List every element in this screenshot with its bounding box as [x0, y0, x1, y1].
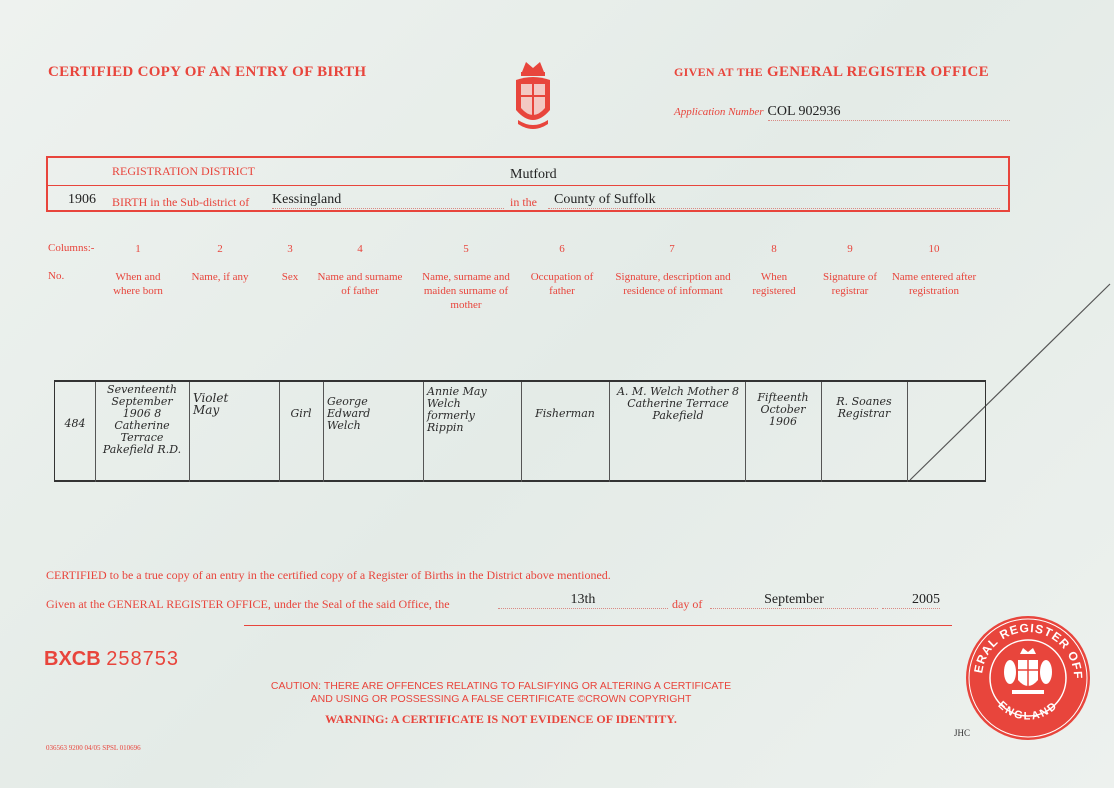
- application-number-label: Application Number: [674, 106, 764, 118]
- entry-number: 484: [64, 417, 86, 430]
- column-9-number: 9: [847, 243, 853, 255]
- seal-top-text: ERAL REGISTER OFF: [971, 620, 1086, 680]
- column-7-header: Signature, description and residence of informant: [615, 271, 731, 297]
- jhc-initials: JHC: [954, 728, 971, 738]
- column-1-header: When and where born: [113, 271, 163, 297]
- crown-crest-icon: [508, 58, 558, 140]
- entry-occupation: Fisherman: [535, 407, 595, 420]
- column-8-number: 8: [771, 243, 777, 255]
- entry-sex: Girl: [290, 407, 312, 420]
- column-10-number: 10: [928, 243, 940, 255]
- entry-name: Violet May: [193, 391, 229, 417]
- entry-mother: Annie May Welch formerly Rippin: [427, 385, 487, 434]
- certified-day: 13th: [498, 592, 668, 609]
- entry-when-registered: Fifteenth October 1906: [757, 391, 809, 428]
- certified-month: September: [710, 592, 878, 609]
- subdistrict-value: Kessingland: [272, 192, 504, 209]
- day-of-label: day of: [672, 597, 703, 611]
- serial-number: BXCB 258753: [44, 648, 179, 670]
- footer-code: 036563 9200 04/05 SPSL 010696: [46, 744, 141, 752]
- district-value: Mutford: [510, 167, 557, 182]
- column-5-header: Name, surname and maiden surname of mother: [422, 271, 510, 311]
- given-statement: Given at the GENERAL REGISTER OFFICE, under the Seal of the said Office, the: [46, 597, 450, 611]
- column-5-number: 5: [463, 243, 469, 255]
- column-9-header: Signature of registrar: [822, 271, 878, 297]
- column-6-header: Occupation of father: [530, 271, 594, 297]
- county-value: County of Suffolk: [548, 192, 1000, 209]
- entry-father: George Edward Welch: [327, 395, 371, 432]
- columns-label: Columns:-: [48, 242, 95, 254]
- column-8-header: When registered: [752, 271, 796, 297]
- column-4-number: 4: [357, 243, 363, 255]
- column-1-number: 1: [135, 243, 141, 255]
- application-number: COL 902936: [768, 104, 1010, 121]
- district-label: REGISTRATION DISTRICT: [112, 164, 255, 178]
- issuing-office: GIVEN AT THE GENERAL REGISTER OFFICE: [674, 64, 989, 80]
- birth-subdistrict-label: BIRTH in the Sub-district of: [112, 195, 250, 209]
- entry-when-where: Seventeenth September 1906 8 Catherine Terrace Pakefield R.D.: [102, 383, 182, 456]
- in-the-label: in the: [510, 195, 537, 209]
- entry-registrar: R. Soanes Registrar: [836, 395, 892, 420]
- entry-row: [54, 380, 986, 482]
- certified-statement: CERTIFIED to be a true copy of an entry in the certified copy of a Register of Births in the District above mentioned.: [46, 568, 611, 582]
- registration-year: 1906: [68, 192, 96, 207]
- application-number-row: [674, 102, 1012, 120]
- certified-year: 2005: [882, 592, 940, 609]
- column-7-number: 7: [669, 243, 675, 255]
- column-2-header: Name, if any: [191, 271, 249, 283]
- column-6-number: 6: [559, 243, 565, 255]
- caution-notice: CAUTION: THERE ARE OFFENCES RELATING TO FALSIFYING OR ALTERING A CERTIFICATE AND USING OR POSSESSING A FALSE CERTIFICATE ©CROWN COPYRIGHT: [270, 680, 732, 705]
- seal-bottom-text: ENGLAND: [995, 699, 1061, 723]
- entry-informant: A. M. Welch Mother 8 Catherine Terrace Pakefield: [616, 385, 740, 422]
- identity-warning: WARNING: A CERTIFICATE IS NOT EVIDENCE OF IDENTITY.: [325, 712, 677, 726]
- column-2-number: 2: [217, 243, 223, 255]
- registration-box: [46, 156, 1010, 212]
- certificate-title: CERTIFIED COPY OF AN ENTRY OF BIRTH: [48, 64, 367, 80]
- no-label: No.: [48, 270, 65, 282]
- column-4-header: Name and surname of father: [317, 271, 403, 297]
- general-register-office-seal: [964, 614, 1092, 742]
- column-10-header: Name entered after registration: [891, 271, 977, 297]
- column-3-header: Sex: [281, 271, 299, 283]
- signature-rule: [244, 625, 952, 626]
- column-3-number: 3: [287, 243, 293, 255]
